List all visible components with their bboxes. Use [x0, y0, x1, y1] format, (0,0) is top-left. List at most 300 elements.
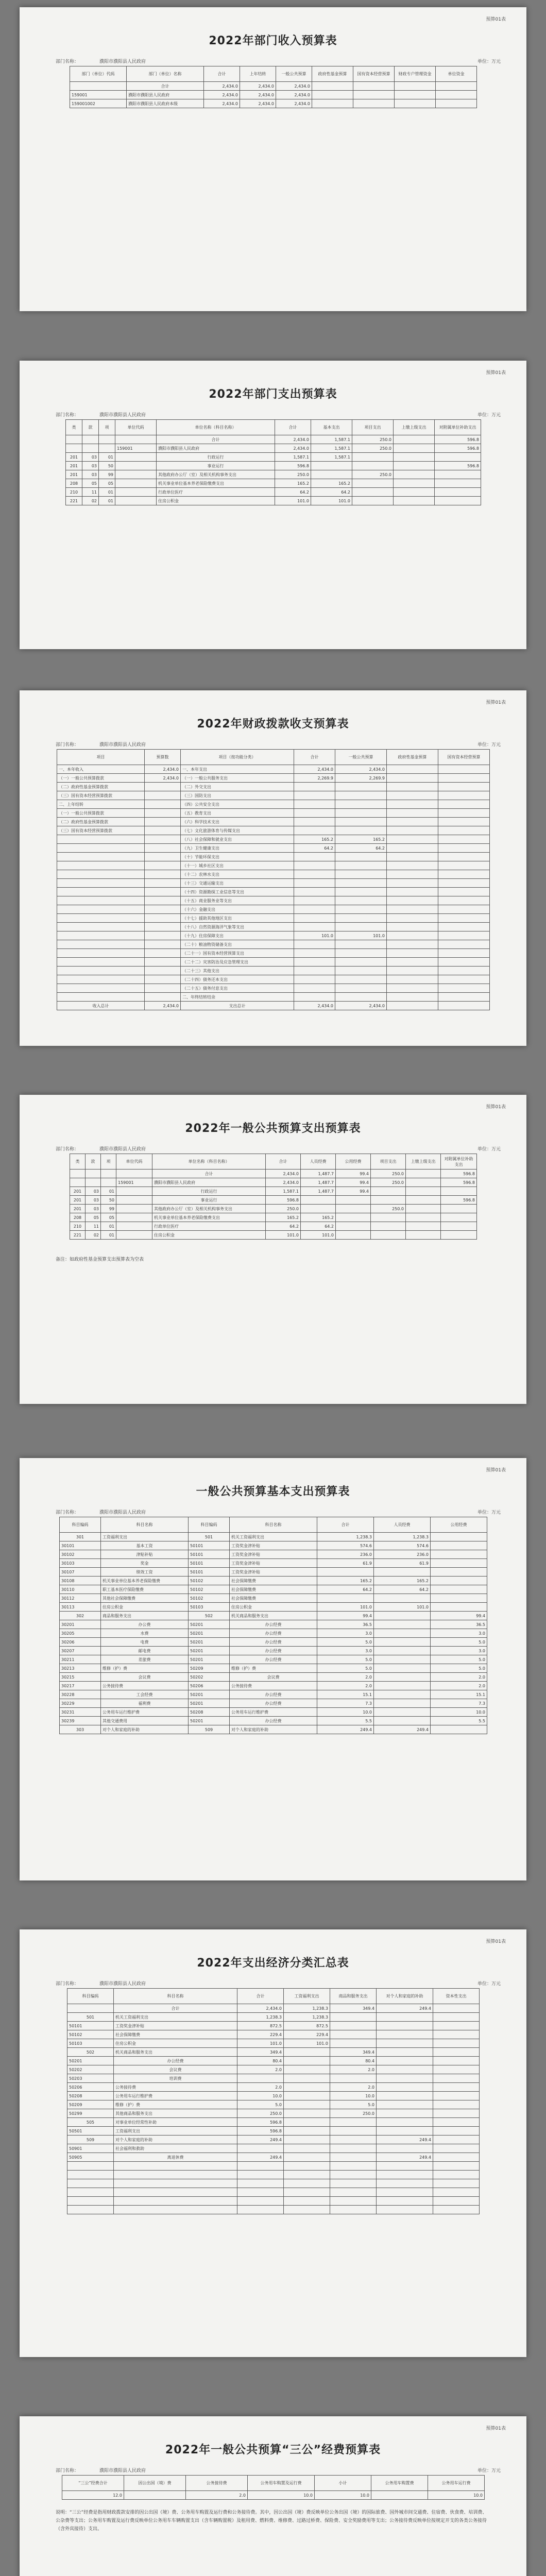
- table-row: [60, 1541, 487, 1550]
- table-cell: 05: [99, 479, 115, 488]
- table-cell: [67, 2206, 114, 2214]
- table-cell: 50201: [189, 1699, 230, 1708]
- table-cell: 5.0: [237, 2100, 284, 2109]
- column-header: 公用经费: [336, 1154, 371, 1170]
- column-header: 资本性支出: [433, 1989, 480, 2004]
- table-cell: 99: [101, 1205, 116, 1213]
- table-cell: 50102: [67, 2030, 114, 2039]
- table-cell: [394, 488, 435, 497]
- table-cell: 2,434.0: [240, 82, 276, 91]
- table-cell: 159001002: [70, 99, 127, 108]
- unit-label: 单位：万元: [477, 59, 501, 64]
- table-cell: 工资奖金津补贴: [230, 1559, 317, 1568]
- table-cell: 101.0: [301, 1231, 336, 1240]
- table-cell: 2,269.9: [335, 774, 387, 783]
- column-header: 合计: [204, 66, 240, 82]
- table-cell: [438, 1002, 490, 1010]
- table-cell: [57, 940, 145, 949]
- column-header: 公务用车购置费: [371, 2476, 428, 2491]
- table-cell: 1,238.3: [374, 1533, 431, 1541]
- department-name: 濮阳市濮阳县人民政府: [99, 2468, 146, 2473]
- table-cell: [377, 2162, 433, 2171]
- table-cell: [115, 488, 157, 497]
- table-cell: [387, 826, 438, 835]
- table-cell: [237, 2144, 284, 2153]
- table-cell: 合计: [114, 2004, 237, 2013]
- table-cell: [435, 488, 481, 497]
- table-cell: 596.8: [435, 435, 481, 444]
- table-cell: 50: [101, 1196, 116, 1205]
- table-cell: 社会保障缴费: [230, 1585, 317, 1594]
- table-row: [70, 99, 477, 108]
- table-cell: [57, 896, 145, 905]
- table-cell: （一）一般公共预算拨款: [57, 809, 145, 818]
- table-cell: [99, 444, 115, 453]
- table-cell: [330, 2118, 377, 2127]
- table-cell: 03: [86, 1205, 101, 1213]
- table-row: [67, 2162, 480, 2171]
- table-cell: [438, 984, 490, 993]
- table-cell: [294, 975, 335, 984]
- table-row: [67, 2136, 480, 2144]
- table-cell: 01: [101, 1187, 116, 1196]
- table-cell: [294, 914, 335, 923]
- column-header: 款: [86, 1154, 101, 1170]
- table-cell: 机关商品和服务支出: [230, 1612, 317, 1620]
- table-cell: [330, 2188, 377, 2197]
- table-cell: [330, 2074, 377, 2083]
- unit-label: 单位：万元: [477, 2468, 501, 2473]
- table-cell: 596.8: [441, 1170, 477, 1178]
- table-cell: 办公经费: [230, 1629, 317, 1638]
- table-cell: 101.0: [294, 931, 335, 940]
- table-cell: [394, 435, 435, 444]
- table-cell: [374, 1647, 431, 1655]
- table-cell: 159001: [70, 91, 127, 99]
- table-cell: 奖金: [101, 1559, 189, 1568]
- table-cell: 10.0: [315, 2491, 371, 2500]
- page-title: 2022年部门收入预算表: [209, 35, 337, 47]
- table-cell: [436, 99, 477, 108]
- table-cell: 办公经费: [230, 1699, 317, 1708]
- table-cell: [145, 791, 181, 800]
- table-cell: [438, 931, 490, 940]
- page-title: 2022年一般公共预算支出预算表: [185, 1122, 361, 1135]
- table-cell: [374, 1682, 431, 1690]
- column-header: 国有资本经营预算: [353, 66, 395, 82]
- table-cell: 250.0: [352, 444, 394, 453]
- table-cell: 30206: [60, 1638, 101, 1647]
- table-cell: [57, 993, 145, 1002]
- table-row: [67, 2144, 480, 2153]
- table-cell: [57, 888, 145, 896]
- column-header: 对附属单位补助支出: [435, 420, 481, 435]
- table-cell: [431, 1559, 487, 1568]
- table-cell: [145, 923, 181, 931]
- table-cell: 01: [99, 488, 115, 497]
- table-cell: 工会经费: [101, 1690, 189, 1699]
- table-cell: [433, 2100, 480, 2109]
- table-cell: 50201: [189, 1629, 230, 1638]
- table-cell: [116, 1205, 152, 1213]
- table-cell: [433, 2197, 480, 2206]
- table-cell: 对个人和家庭的补助: [114, 2136, 237, 2144]
- table-cell: [312, 91, 353, 99]
- table-cell: 会议费: [101, 1673, 189, 1682]
- table-row: [57, 958, 490, 967]
- table-cell: 公务接待费: [101, 1682, 189, 1690]
- table-cell: 维修（护）费: [101, 1664, 189, 1673]
- table-cell: [438, 896, 490, 905]
- table-cell: [353, 82, 395, 91]
- department-label: [56, 58, 146, 64]
- table-cell: 50905: [67, 2153, 114, 2162]
- table-cell: [352, 479, 394, 488]
- table-cell: [311, 462, 352, 470]
- table-cell: [377, 2144, 433, 2153]
- table-cell: [67, 2197, 114, 2206]
- table-cell: [294, 896, 335, 905]
- table-cell: 574.6: [317, 1541, 374, 1550]
- table-cell: [433, 2153, 480, 2162]
- table-cell: [438, 783, 490, 791]
- table-cell: [294, 870, 335, 879]
- report-page-7: [20, 2416, 526, 2576]
- table-cell: 2,434.0: [266, 1178, 301, 1187]
- table-cell: 公务用车运行维护费: [101, 1708, 189, 1717]
- table-row: [60, 1533, 487, 1541]
- report-page-2: [20, 361, 526, 649]
- table-cell: [377, 2048, 433, 2057]
- table-cell: [371, 1222, 406, 1231]
- table-header-row: [60, 1517, 487, 1533]
- table-row: [70, 91, 477, 99]
- table-cell: 250.0: [371, 1178, 406, 1187]
- table-cell: [57, 844, 145, 853]
- table-row: [67, 2118, 480, 2127]
- column-header: 商品和服务支出: [330, 1989, 377, 2004]
- table-cell: [284, 2144, 330, 2153]
- table-cell: 合计: [127, 82, 204, 91]
- table-cell: 30101: [60, 1541, 101, 1550]
- table-cell: [377, 2179, 433, 2188]
- table-row: [57, 853, 490, 861]
- table-cell: 221: [70, 1231, 86, 1240]
- table-cell: 208: [66, 479, 82, 488]
- table-cell: [433, 2162, 480, 2171]
- table-cell: 50201: [189, 1655, 230, 1664]
- table-cell: 5.5: [317, 1717, 374, 1725]
- table-cell: 349.4: [330, 2004, 377, 2013]
- table-cell: [438, 888, 490, 896]
- table-row: [67, 2206, 480, 2214]
- table-cell: 对个人和家庭的补助: [101, 1725, 189, 1734]
- table-cell: [438, 835, 490, 844]
- column-header: 单位资金: [436, 66, 477, 82]
- table-row: [66, 497, 481, 505]
- table-cell: 36.5: [431, 1620, 487, 1629]
- table-cell: 502: [67, 2048, 114, 2057]
- table-cell: [145, 905, 181, 914]
- table-cell: [116, 1196, 152, 1205]
- table-row: [57, 826, 490, 835]
- table-cell: [374, 1594, 431, 1603]
- table-cell: [374, 1629, 431, 1638]
- table-cell: [335, 940, 387, 949]
- table-row: [60, 1577, 487, 1585]
- table-cell: 05: [86, 1213, 101, 1222]
- table-cell: [335, 809, 387, 818]
- form-tag: 预算01表: [486, 1468, 506, 1473]
- table-cell: 50102: [189, 1594, 230, 1603]
- table-cell: [237, 2171, 284, 2179]
- table-row: [67, 2188, 480, 2197]
- table-cell: [145, 783, 181, 791]
- table-row: [67, 2153, 480, 2162]
- table-cell: 水费: [101, 1629, 189, 1638]
- table-cell: [387, 791, 438, 800]
- table-cell: [436, 82, 477, 91]
- table-cell: [335, 853, 387, 861]
- table-cell: （十二）农林水支出: [181, 870, 294, 879]
- table-cell: 2.0: [237, 2083, 284, 2092]
- table-cell: [438, 940, 490, 949]
- table-cell: 5.0: [431, 1655, 487, 1664]
- table-cell: 01: [101, 1222, 116, 1231]
- table-row: [66, 479, 481, 488]
- table-cell: [237, 2188, 284, 2197]
- table-cell: [374, 1664, 431, 1673]
- table-cell: 10.0: [330, 2092, 377, 2100]
- table-row: [60, 1612, 487, 1620]
- table-cell: 3.0: [431, 1629, 487, 1638]
- table-cell: 2,434.0: [275, 435, 311, 444]
- table-cell: [330, 2162, 377, 2171]
- table-cell: 职工基本医疗保险缴费: [101, 1585, 189, 1594]
- page-title: 2022年部门支出预算表: [209, 388, 337, 401]
- table-cell: 250.0: [275, 470, 311, 479]
- table-cell: 01: [99, 453, 115, 462]
- table-row: [67, 2092, 480, 2100]
- table-cell: 2,434.0: [145, 774, 181, 783]
- table-row: [70, 1178, 477, 1187]
- table-cell: [377, 2118, 433, 2127]
- table-cell: 80.4: [237, 2057, 284, 2065]
- table-cell: [441, 1231, 477, 1240]
- table-cell: 办公经费: [230, 1647, 317, 1655]
- table-row: [60, 1699, 487, 1708]
- table-cell: 30213: [60, 1664, 101, 1673]
- table-cell: [145, 949, 181, 958]
- table-cell: （一）一般公共预算拨款: [57, 774, 145, 783]
- table-cell: [284, 2118, 330, 2127]
- table-cell: [57, 923, 145, 931]
- table-header-row: [66, 420, 481, 435]
- table-cell: [335, 818, 387, 826]
- column-header: 国有资本经营预算: [438, 750, 490, 765]
- table-cell: 249.4: [237, 2153, 284, 2162]
- table-cell: [101, 1170, 116, 1178]
- table-row: [57, 870, 490, 879]
- table-cell: 机关事业单位基本养老保险缴费支出: [157, 479, 275, 488]
- table-cell: [374, 1699, 431, 1708]
- table-cell: 303: [60, 1725, 101, 1734]
- column-header: 单位名称（科目名称）: [157, 420, 275, 435]
- table-cell: 工资奖金津补贴: [230, 1550, 317, 1559]
- table-row: [60, 1673, 487, 1682]
- table-cell: [284, 2127, 330, 2136]
- table-cell: [145, 844, 181, 853]
- table-row: [60, 1717, 487, 1725]
- table-cell: 05: [101, 1213, 116, 1222]
- table-cell: 249.4: [317, 1725, 374, 1734]
- table-cell: 2.0: [330, 2065, 377, 2074]
- table-cell: [438, 853, 490, 861]
- department-caption: 部门名称：: [56, 742, 79, 748]
- table-cell: 一、本年支出: [181, 765, 294, 774]
- table-cell: [336, 1231, 371, 1240]
- table-cell: [438, 765, 490, 774]
- table-row: [67, 2171, 480, 2179]
- table-row: [67, 2197, 480, 2206]
- table-cell: 行政单位医疗: [157, 488, 275, 497]
- table-cell: 61.9: [317, 1559, 374, 1568]
- department-caption: 部门名称：: [56, 413, 79, 418]
- table-cell: [353, 91, 395, 99]
- column-header: 项目: [57, 750, 145, 765]
- table-cell: [433, 2013, 480, 2022]
- table-cell: [387, 774, 438, 783]
- table-cell: 3.0: [317, 1629, 374, 1638]
- table-cell: 99.4: [317, 1612, 374, 1620]
- table-cell: [145, 800, 181, 809]
- table-cell: [395, 82, 436, 91]
- column-header: 对个人和家庭的补助: [377, 1989, 433, 2004]
- table-cell: [330, 2179, 377, 2188]
- table-cell: 50101: [189, 1541, 230, 1550]
- table-cell: 02: [82, 497, 99, 505]
- table-cell: （十八）自然资源海洋气象等支出: [181, 923, 294, 931]
- table-cell: 社会福利和救助: [114, 2144, 237, 2153]
- table-cell: 5.0: [330, 2100, 377, 2109]
- table-cell: [435, 497, 481, 505]
- table-cell: [335, 800, 387, 809]
- table-row: [57, 800, 490, 809]
- table-cell: 30228: [60, 1690, 101, 1699]
- table-cell: [317, 1568, 374, 1577]
- table-cell: [284, 2065, 330, 2074]
- table-cell: 50501: [67, 2127, 114, 2136]
- table-cell: [335, 984, 387, 993]
- table-cell: [438, 914, 490, 923]
- table-cell: 2.0: [317, 1673, 374, 1682]
- table-row: [70, 1205, 477, 1213]
- table-cell: 502: [189, 1612, 230, 1620]
- table-cell: 50209: [67, 2100, 114, 2109]
- table-row: [57, 791, 490, 800]
- column-header: 公务接待费: [186, 2476, 248, 2491]
- table-row: [67, 2030, 480, 2039]
- table-cell: 30107: [60, 1568, 101, 1577]
- table-cell: 596.8: [266, 1196, 301, 1205]
- report-page-3: [20, 690, 526, 1046]
- table-cell: [145, 984, 181, 993]
- table-cell: [438, 791, 490, 800]
- table-row: [57, 949, 490, 958]
- table-cell: （三）国防支出: [181, 791, 294, 800]
- table-cell: 01: [101, 1231, 116, 1240]
- table-cell: [431, 1725, 487, 1734]
- table-cell: 30207: [60, 1647, 101, 1655]
- table-cell: 301: [60, 1533, 101, 1541]
- table-cell: [301, 1205, 336, 1213]
- table-row: [70, 1222, 477, 1231]
- table-cell: 36.5: [317, 1620, 374, 1629]
- table-cell: 2,434.0: [335, 1002, 387, 1010]
- table-cell: [433, 2092, 480, 2100]
- table-cell: （三）国有资本经营预算拨款: [57, 791, 145, 800]
- table-row: [57, 818, 490, 826]
- table-cell: [57, 949, 145, 958]
- table-row: [66, 488, 481, 497]
- table-cell: [114, 2162, 237, 2171]
- table-cell: [431, 1533, 487, 1541]
- department-name: 濮阳市濮阳县人民政府: [99, 59, 146, 64]
- table-cell: [387, 870, 438, 879]
- table-cell: 50209: [189, 1664, 230, 1673]
- table-cell: [335, 783, 387, 791]
- table-cell: [294, 958, 335, 967]
- table-cell: [115, 453, 157, 462]
- table-cell: [438, 949, 490, 958]
- table-cell: [284, 2153, 330, 2162]
- table-cell: [438, 967, 490, 975]
- table-row: [70, 82, 477, 91]
- table-cell: [387, 879, 438, 888]
- table-cell: 30229: [60, 1699, 101, 1708]
- table-cell: [435, 470, 481, 479]
- table-row: [60, 1603, 487, 1612]
- table-cell: [67, 2171, 114, 2179]
- table-row: [66, 444, 481, 453]
- table-header-row: [57, 750, 490, 765]
- column-header: 公务用车购置及运行费: [248, 2476, 315, 2491]
- table-cell: [294, 826, 335, 835]
- table-cell: （十四）资源勘探工业信息等支出: [181, 888, 294, 896]
- column-header: 部门（单位）名称: [127, 66, 204, 82]
- table-cell: [311, 470, 352, 479]
- table-cell: [433, 2022, 480, 2030]
- column-header: 科目编码: [189, 1517, 230, 1533]
- table-row: [60, 1550, 487, 1559]
- table-row: [57, 774, 490, 783]
- table-row: [57, 844, 490, 853]
- table-cell: 工资奖金津补贴: [230, 1541, 317, 1550]
- table-cell: [145, 940, 181, 949]
- table-cell: 公务接待费: [230, 1682, 317, 1690]
- table-cell: [57, 879, 145, 888]
- column-header: 类: [66, 420, 82, 435]
- table-cell: 80.4: [330, 2057, 377, 2065]
- table-cell: [431, 1603, 487, 1612]
- table-header-row: [67, 1989, 480, 2004]
- table-cell: [66, 444, 82, 453]
- table-cell: [371, 2491, 428, 2500]
- table-cell: [237, 2179, 284, 2188]
- table-note: 备注：如政府性基金预算支出预算表为空表: [56, 1257, 144, 1262]
- table-cell: 2,434.0: [335, 765, 387, 774]
- table-cell: 99.4: [336, 1170, 371, 1178]
